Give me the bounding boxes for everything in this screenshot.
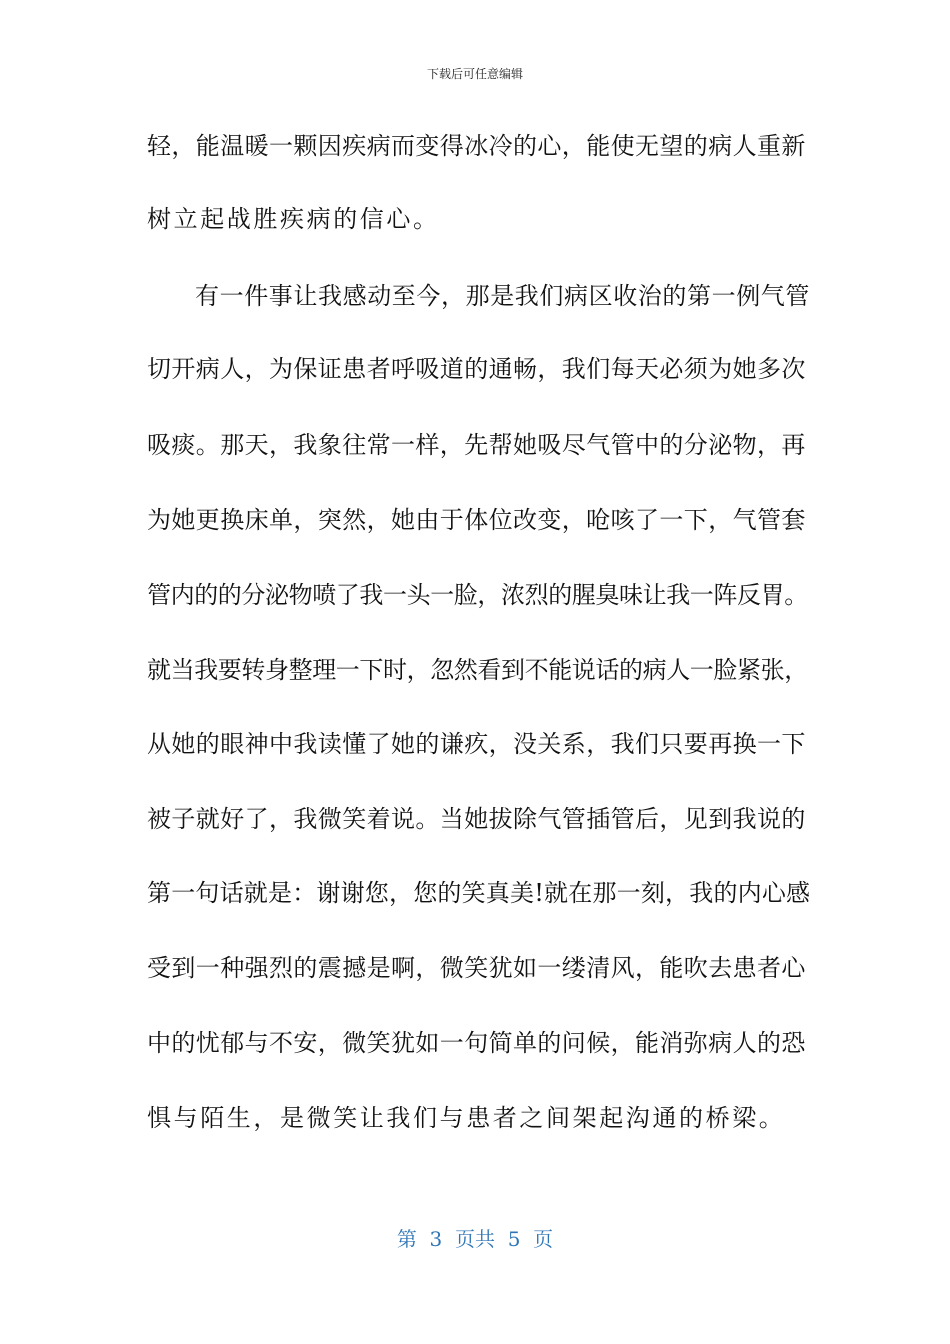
body-text-line: 为她更换床单，突然，她由于体位改变，呛咳了一下，气管套	[147, 506, 806, 534]
page-header: 下载后可任意编辑	[426, 67, 523, 81]
body-text-line: 吸痰。那天，我象往常一样，先帮她吸尽气管中的分泌物，再	[147, 431, 806, 459]
page-number-footer: 第 3 页共 5 页	[396, 1227, 554, 1251]
body-text-line: 就当我要转身整理一下时，忽然看到不能说话的病人一脸紧张，	[147, 656, 808, 684]
body-text-line: 被子就好了，我微笑着说。当她拔除气管插管后，见到我说的	[147, 805, 806, 833]
body-text-line: 轻，能温暖一颗因疾病而变得冰冷的心，能使无望的病人重新	[147, 132, 806, 160]
body-text-line: 第一句话就是：谢谢您，您的笑真美!就在那一刻，我的内心感	[147, 879, 811, 907]
body-text-line: 从她的眼神中我读懂了她的谦疚，没关系，我们只要再换一下	[147, 730, 806, 758]
body-text-line: 树立起战胜疾病的信心。	[147, 205, 440, 233]
body-text-line: 中的忧郁与不安，微笑犹如一句简单的问候，能消弥病人的恐	[147, 1029, 806, 1057]
body-text-line: 切开病人，为保证患者呼吸道的通畅，我们每天必须为她多次	[147, 355, 806, 383]
body-text-line: 管内的的分泌物喷了我一头一脸，浓烈的腥臭味让我一阵反胃。	[147, 581, 808, 609]
body-text-line: 受到一种强烈的震撼是啊，微笑犹如一缕清风，能吹去患者心	[147, 954, 806, 982]
body-text-line: 惧与陌生，是微笑让我们与患者之间架起沟通的桥梁。	[147, 1104, 786, 1132]
paragraph-first-line: 有一件事让我感动至今，那是我们病区收治的第一例气管	[195, 282, 810, 310]
